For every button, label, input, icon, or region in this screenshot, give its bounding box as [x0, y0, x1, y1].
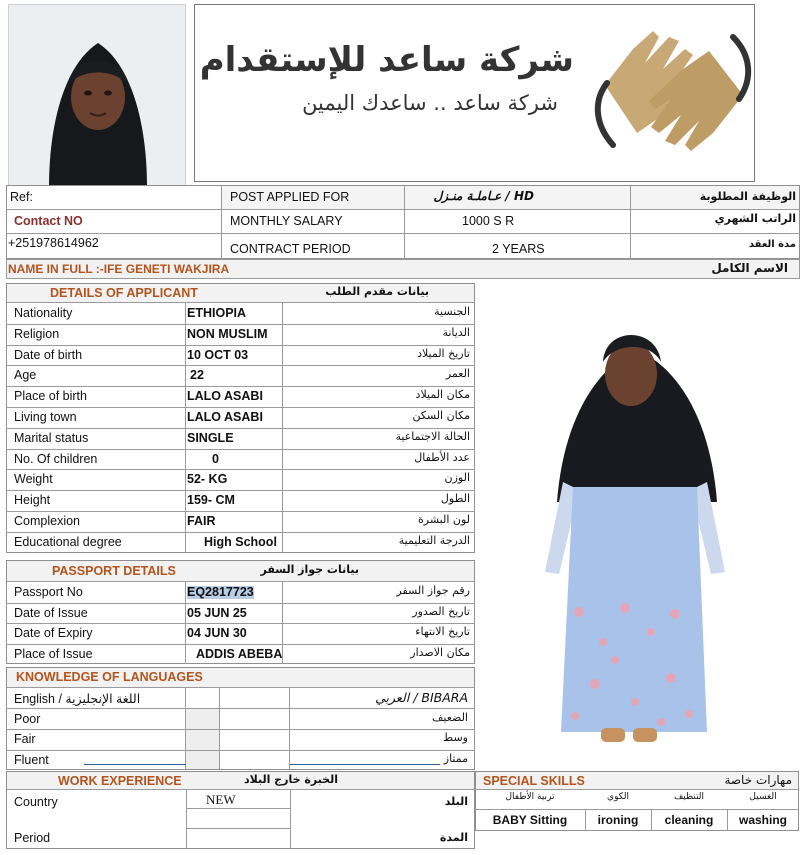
applicant-field-label-ar: العمر: [445, 367, 470, 380]
applicant-field-label-ar: تاريخ الميلاد: [417, 347, 470, 360]
applicant-field-value: NON MUSLIM: [187, 327, 268, 341]
applicant-field-value: 10 OCT 03: [187, 348, 249, 362]
period-row-label-ar: المدة: [439, 831, 468, 844]
salary-label-ar: الراتب الشهري: [714, 212, 796, 225]
passport-field-label: Date of Issue: [14, 606, 88, 620]
applicant-field-label-ar: لون البشرة: [418, 513, 470, 526]
passport-field-label-ar: تاريخ الصدور: [412, 605, 470, 618]
applicant-field-label-ar: الديانة: [442, 326, 470, 339]
applicant-field-value: LALO ASABI: [187, 410, 263, 424]
period-label: CONTRACT PERIOD: [230, 242, 351, 256]
applicant-field-value: 22: [190, 368, 204, 382]
language-level-label-ar: وسط: [443, 731, 468, 744]
language-level-label-ar: ممتاز: [443, 752, 468, 765]
languages-title: KNOWLEDGE OF LANGUAGES: [16, 670, 203, 684]
passport-field-label-ar: رقم جواز السفر: [396, 584, 470, 597]
applicant-field-label-ar: الحالة الاجتماعية: [395, 430, 470, 443]
applicant-field-label-ar: عدد الأطفال: [414, 451, 470, 464]
applicant-field-label: Height: [14, 493, 51, 507]
skills-title: SPECIAL SKILLS: [483, 774, 585, 788]
contact-label: Contact NO: [14, 214, 83, 228]
skill-label: BABY Sitting: [492, 813, 568, 827]
skills-title-ar: مهارات خاصة: [724, 773, 792, 787]
passport-title: PASSPORT DETAILS: [52, 564, 176, 578]
passport-field-label: Place of Issue: [14, 647, 93, 661]
period-label-ar: مدة العقد: [748, 239, 796, 250]
full-body-photo: [475, 312, 799, 770]
country-label: Country: [14, 795, 58, 809]
post-label-ar: الوظيفة المطلوبة: [699, 190, 796, 203]
applicant-field-value: High School: [204, 535, 277, 549]
applicant-field-value: 52- KG: [187, 472, 228, 486]
applicant-field-label: Weight: [14, 472, 53, 486]
skill-label-ar: الغسيل: [749, 792, 777, 802]
salary-value: 1000 S R: [462, 214, 515, 228]
skill-label: cleaning: [664, 813, 714, 827]
passport-field-value: 05 JUN 25: [187, 606, 247, 620]
applicant-field-value: ETHIOPIA: [187, 306, 247, 320]
logo-banner: [194, 4, 755, 182]
full-name: NAME IN FULL :-IFE GENETI WAKJIRA: [8, 262, 230, 276]
skill-label-ar: تربية الأطفال: [505, 792, 555, 802]
passport-field-value: ADDIS ABEBA: [196, 647, 283, 661]
skill-label-ar: الكوي: [607, 792, 629, 802]
applicant-field-label: Place of birth: [14, 389, 87, 403]
passport-field-label-ar: تاريخ الانتهاء: [415, 625, 470, 638]
applicant-field-label-ar: مكان السكن: [412, 409, 470, 422]
applicant-field-label-ar: الدرجة التعليمية: [398, 534, 470, 547]
applicant-field-label-ar: الطول: [440, 492, 470, 505]
language-level-label-ar: الضعيف: [432, 711, 468, 724]
applicant-field-label: Date of birth: [14, 348, 83, 362]
english-label: English / اللغة الإنجليزية: [14, 692, 141, 706]
company-name: شركة ساعد للإستقدام: [199, 40, 574, 80]
applicant-field-label: Living town: [14, 410, 77, 424]
applicant-field-label-ar: الجنسية: [434, 305, 470, 318]
skill-label: washing: [738, 813, 787, 827]
passport-field-label: Date of Expiry: [14, 626, 93, 640]
post-value: HD / عـاملـة منـزل: [433, 189, 534, 203]
experience-title: WORK EXPERIENCE: [58, 774, 182, 788]
applicant-field-value: LALO ASABI: [187, 389, 263, 403]
country-label-ar: البلد: [444, 795, 468, 808]
experience-title-ar: الخبرة خارج البلاد: [243, 773, 338, 786]
applicant-field-label: No. Of children: [14, 452, 98, 466]
applicant-field-label: Marital status: [14, 431, 89, 445]
full-name-ar: الاسم الكامل: [711, 261, 788, 275]
period-value: 2 YEARS: [492, 242, 545, 256]
applicant-field-value: FAIR: [187, 514, 216, 528]
applicant-title-ar: بيانات مقدم الطلب: [325, 285, 429, 298]
skill-label-ar: التنظيف: [673, 792, 705, 802]
applicant-field-value: SINGLE: [187, 431, 234, 445]
passport-title-ar: بيانات جواز السفر: [260, 563, 359, 576]
applicant-field-value: 0: [212, 452, 219, 466]
applicant-title: DETAILS OF APPLICANT: [50, 286, 198, 300]
applicant-field-label: Nationality: [14, 306, 73, 320]
applicant-field-label: Age: [14, 368, 37, 382]
skill-label: ironing: [597, 813, 639, 827]
salary-label: MONTHLY SALARY: [230, 214, 343, 228]
passport-field-value: 04 JUN 30: [187, 626, 247, 640]
period-row-label: Period: [14, 831, 51, 845]
passport-field-label-ar: مكان الاصدار: [410, 646, 470, 659]
passport-photo: [8, 4, 186, 186]
language-level-label: Poor: [14, 712, 41, 726]
country-value: NEW: [206, 792, 236, 807]
applicant-field-value: 159- CM: [187, 493, 235, 507]
company-slogan: شركة ساعد .. ساعدك اليمين: [302, 91, 558, 115]
applicant-field-label-ar: الوزن: [444, 471, 470, 484]
applicant-field-label: Complexion: [14, 514, 81, 528]
hands-logo-icon: [593, 23, 753, 163]
contact-value: +251978614962: [8, 236, 99, 250]
applicant-field-label-ar: مكان الميلاد: [415, 388, 470, 401]
language-level-label: Fluent: [14, 753, 49, 767]
post-label: POST APPLIED FOR: [230, 190, 350, 204]
passport-field-label: Passport No: [14, 585, 83, 599]
ref-label: Ref:: [10, 190, 33, 204]
arabic-label: BIBARA / العربي: [375, 690, 468, 705]
passport-field-value: EQ2817723: [187, 585, 254, 599]
language-level-label: Fair: [14, 732, 36, 746]
applicant-field-label: Religion: [14, 327, 60, 341]
applicant-field-label: Educational degree: [14, 535, 122, 549]
